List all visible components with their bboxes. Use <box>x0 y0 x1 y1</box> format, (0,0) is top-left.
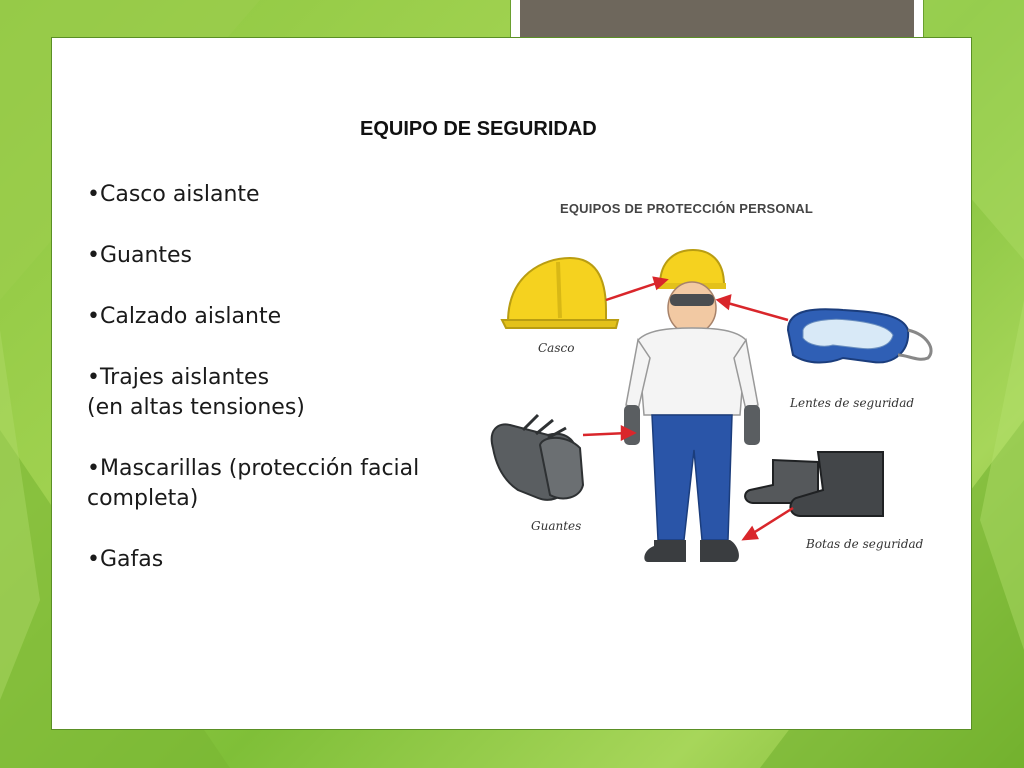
bullet-list <box>87 180 487 606</box>
bullet-item: •Casco aislante <box>87 182 260 207</box>
slide-title: EQUIPO DE SEGURIDAD <box>360 118 597 140</box>
bullet-item: •Mascarillas (protección facial completa) <box>87 456 420 511</box>
ppe-illustration <box>488 190 948 590</box>
worker-figure <box>624 250 760 562</box>
bullet-item: •Guantes <box>87 243 193 268</box>
label-boots: Botas de seguridad <box>806 537 924 551</box>
gloves-icon <box>492 415 583 500</box>
ppe-title: EQUIPOS DE PROTECCIÓN PERSONAL <box>560 201 814 216</box>
bullet-item: •Trajes aislantes (en altas tensiones) <box>87 365 305 420</box>
helmet-icon <box>502 258 618 328</box>
goggles-icon <box>788 309 931 362</box>
label-helmet: Casco <box>538 341 575 355</box>
bullet-item: •Calzado aislante <box>87 304 282 329</box>
boots-icon <box>745 452 883 516</box>
label-gloves: Guantes <box>531 519 582 533</box>
label-goggles: Lentes de seguridad <box>790 396 915 410</box>
bullet-item: •Gafas <box>87 547 164 572</box>
